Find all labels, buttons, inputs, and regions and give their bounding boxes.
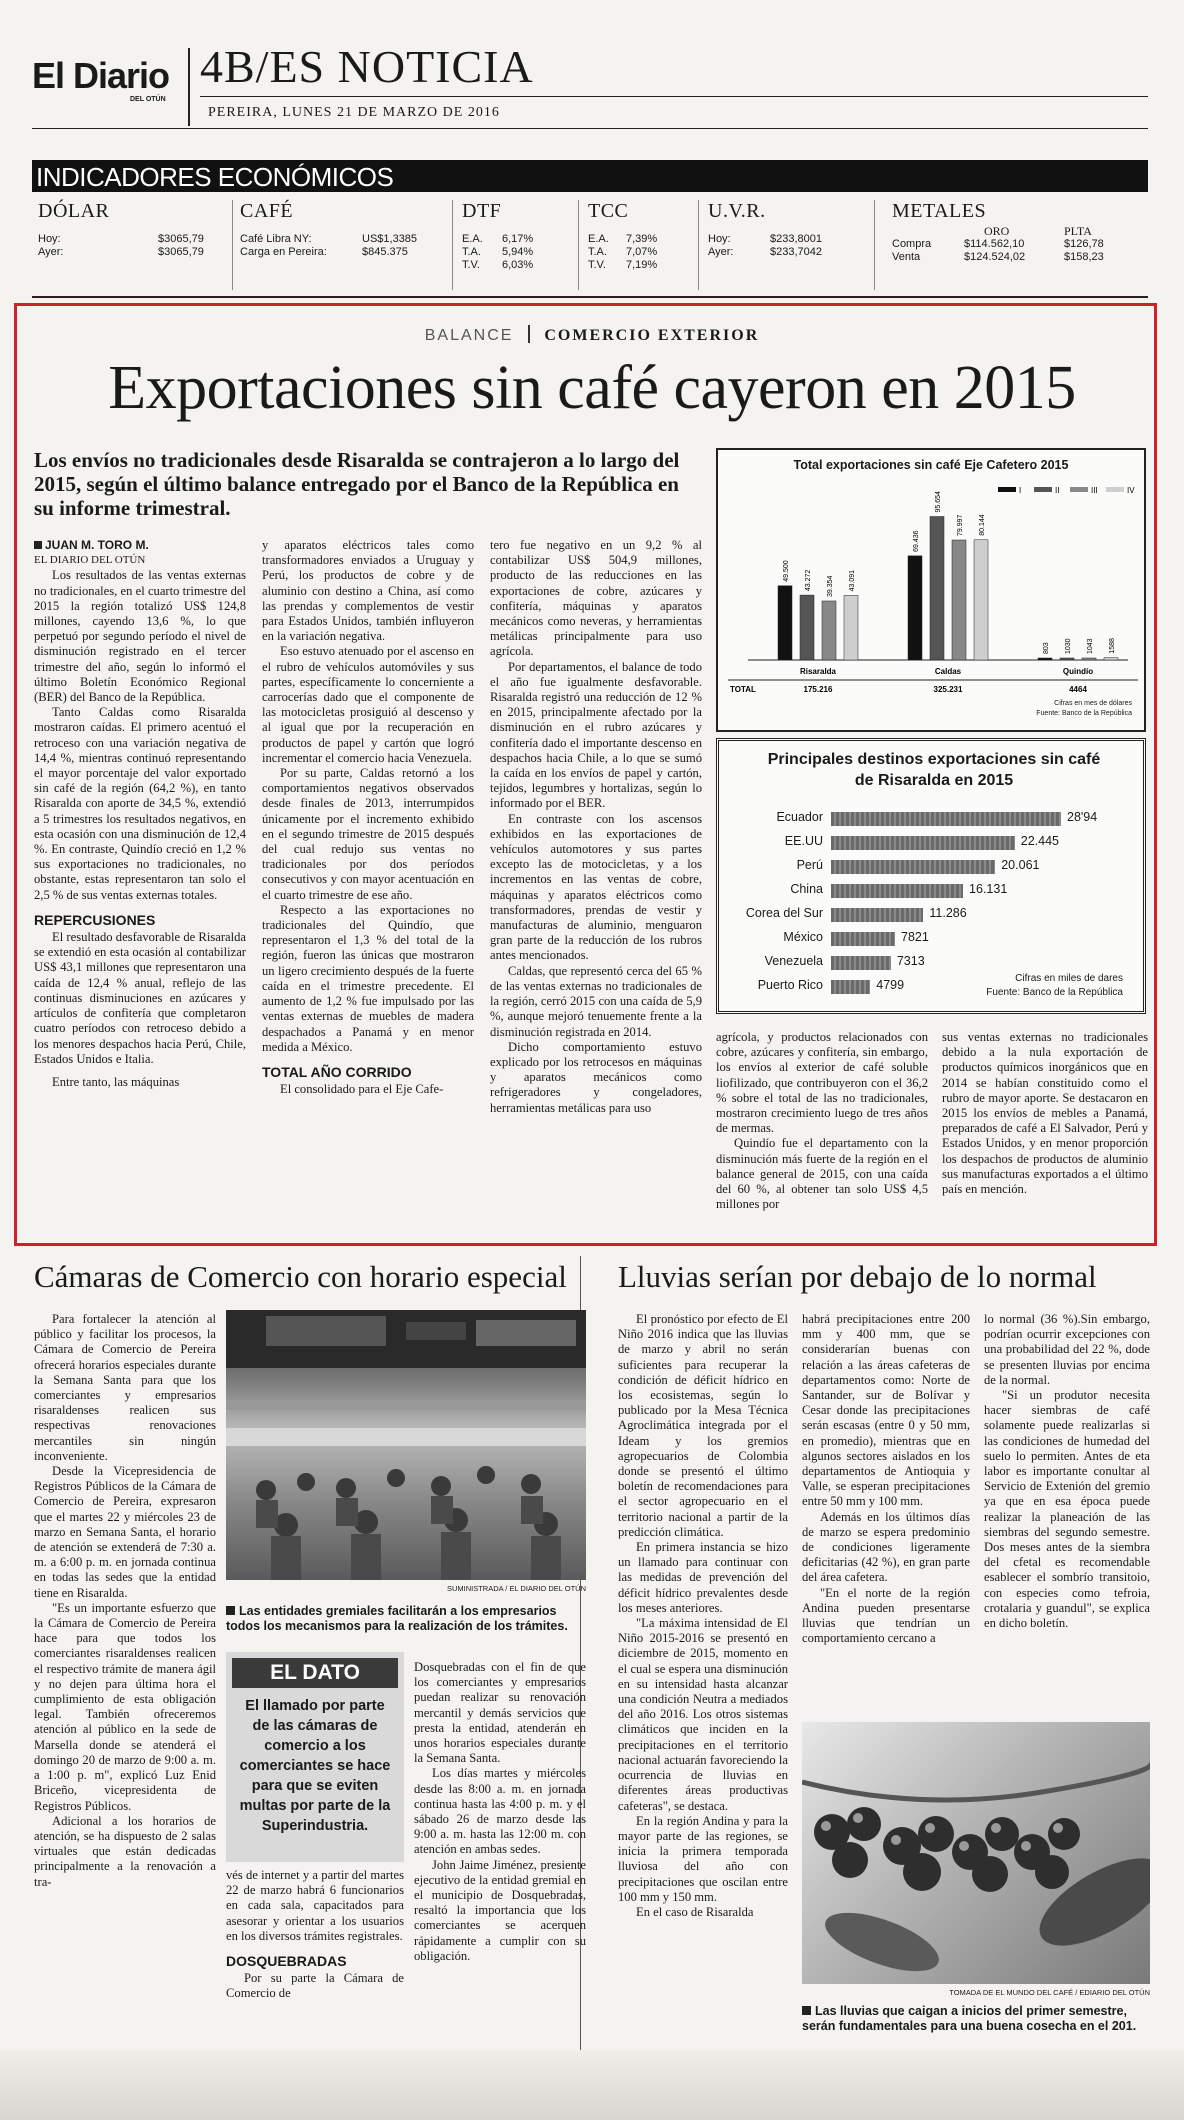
chart1-legend-swatch <box>1106 487 1124 492</box>
chart2-source: Fuente: Banco de la República <box>986 987 1123 998</box>
chart2-category-label: China <box>790 882 823 896</box>
paragraph: Dicho comportamiento estuvo explicado por los retrocesos en máquinas y aparatos mecánicos como refrigeradores y congeladores, herramientas metálicas para uso <box>490 1039 702 1115</box>
story2-photo <box>226 1310 586 1580</box>
paragraph: Los días martes y miércoles desde las 8:00 a. m. en jornada continua hasta las 4:00 p. m. y el sábado 26 de marzo desde las 9:00 a. m. hasta las 12:00 m. con atención en ambas sedes. <box>414 1766 586 1857</box>
tcc-row-label: T.A. <box>588 246 607 258</box>
story3-photo-credit: TOMADA DE EL MUNDO DEL CAFÉ / EDIARIO DEL OTÚN <box>949 1988 1150 1997</box>
chart1-total-value: 4464 <box>1069 685 1087 694</box>
chart1-total-label: TOTAL <box>730 685 756 694</box>
uvr-row-value: $233,8001 <box>770 233 822 245</box>
story2-column-3 <box>414 1660 586 1964</box>
dateline: PEREIRA, LUNES 21 DE MARZO DE 2016 <box>208 105 500 120</box>
chart2-bar <box>831 956 891 970</box>
article-kicker <box>0 325 1184 345</box>
chart1-bar <box>1060 658 1074 660</box>
chart1-value-label: 79.997 <box>957 514 964 537</box>
metales-row-label: Venta <box>892 251 921 263</box>
chart1-legend-label: IV <box>1127 486 1135 495</box>
article-headline: Exportaciones sin café cayeron en 2015 <box>108 354 1076 422</box>
dtf-row-label: T.V. <box>462 259 480 271</box>
subhead-total-ano: TOTAL AÑO CORRIDO <box>262 1063 412 1080</box>
indicator-tcc <box>588 200 698 272</box>
chart2-bar <box>831 812 1061 826</box>
chart2-category-label: Ecuador <box>776 810 823 824</box>
paragraph: El consolidado para el Eje Cafe- <box>280 1082 444 1097</box>
chart1-legend-label: I <box>1019 486 1022 495</box>
chart1-total-value: 325.231 <box>933 685 963 694</box>
chart2-bar <box>831 980 870 994</box>
article-column-1 <box>34 538 246 1090</box>
article-column-3 <box>490 538 702 1116</box>
chart2-category-label: Puerto Rico <box>757 978 823 992</box>
chart2-value-label: 28'94 <box>1067 810 1098 824</box>
chart1-bar <box>908 556 922 660</box>
paragraph: El pronóstico por efecto de El Niño 2016 indica que las lluvias de marzo y abril no serán suficientes para recuperar la condición de déficit hídrico en los ecosistemas, según lo publicado por la Mesa Técnica Agroclimática integrada por el Ideam y los gremios agropecuarios de Colombia donde se presentó el último boletín de recomendaciones para el sector agropecuario en el territorio nacional a partir de la predicción climática. <box>618 1312 788 1539</box>
paragraph: Por departamentos, el balance de todo el año fue igualmente desfavorable. Risaralda registró una reducción de 12 % en 2015, principalmente afectado por la disminución en el rubro azúcares y confitería dado el importante descenso en despachos hacia Chile, a lo que se sumó la caída en los envíos de papel y cartón, tejidos, legumbres y hortalizas, según lo informado por el BER. <box>490 659 702 811</box>
chart1-bar <box>778 586 792 660</box>
chart1-value-label: 69.436 <box>913 530 920 552</box>
kicker-comercio: COMERCIO EXTERIOR <box>544 327 760 344</box>
chart2-bar <box>831 908 923 922</box>
paragraph: agrícola, y productos relacionados con cobre, azúcares y confitería, sin embargo, los envíos al exterior de café soluble liofilizado, que contribuyeron con el 36,2 % sobre el total de las no tradicionales, mostraron crecimiento luego de tres años de mermas. <box>716 1030 928 1136</box>
chart1-title: Total exportaciones sin café Eje Cafetero 2015 <box>793 458 1069 472</box>
metales-plata-value: $158,23 <box>1064 251 1104 263</box>
indicator-dtf <box>462 200 582 272</box>
cafe-row-value: US$1,3385 <box>362 233 418 245</box>
chart2-note: Cifras en miles de dares <box>1015 973 1123 984</box>
chart1-bar <box>974 540 988 660</box>
paragraph: Respecto a las exportaciones no tradicionales del Quindío, que representaron el 1,3 % del total de la región, fueron las únicas que mostraron un ligero crecimiento después de la fuerte caída en el trimestre precedente. El aumento de 1,2 % fue impulsado por las ventas externas de muebles de madera despachados a Panamá y en menor medida a México. <box>262 902 474 1054</box>
metales-plata-header: PLTA <box>1064 224 1092 238</box>
indicator-dolar-label: DÓLAR <box>38 200 110 222</box>
story3-caption: Las lluvias que caigan a inicios del primer semestre, serán fundamentales para una buena cosecha en el 201. <box>802 2004 1137 2033</box>
paragraph: John Jaime Jiménez, presiente ejecutivo de la entidad gremial en el municipio de Dosquebradas, resaltó la importancia que los comerciantes se acerquen rápidamente a cumplir con su obligación. <box>414 1857 586 1963</box>
uvr-row-label: Hoy: <box>708 233 731 245</box>
byline: JUAN M. TORO M. <box>34 538 246 553</box>
paragraph: Eso estuvo atenuado por el ascenso en el rubro de vehículos automóviles y sus partes, específicamente lo concerniente a carrocerías dado que el componente de las motocicletas prosiguió al descenso y al igual que por la recuperación en productos de papel y cartón que logró incrementar el comercio hacia Venezuela. <box>262 644 474 765</box>
paragraph: Para fortalecer la atención al público y facilitar los procesos, la Cámara de Comercio de Pereira ofrecerá horarios especiales durante la Semana Santa para que los comerciantes y empresarios risaraldenses realicen sus respectivas renovaciones mercantiles sin ningún inconveniente. <box>34 1312 216 1463</box>
article-column-5 <box>942 1030 1148 1197</box>
chart2-category-label: México <box>783 930 823 944</box>
indicator-dtf-label: DTF <box>462 200 502 222</box>
chart1-category-label: Caldas <box>934 667 962 676</box>
chart2-category-label: EE.UU <box>784 834 823 848</box>
dtf-row-label: E.A. <box>462 233 483 245</box>
chart1-value-label: 95.654 <box>935 491 942 513</box>
el-dato-title: EL DATO <box>232 1658 398 1688</box>
dtf-row-value: 6,03% <box>502 259 534 271</box>
paragraph: y aparatos eléctricos tales como transformadores enviados a Uruguay y Perú, los productos de cobre y de aluminio con destino a China, así como las prendas y complementos de vestir para Estados Unidos, también influyeron en la variación negativa. <box>262 538 474 644</box>
paragraph: Por su parte la Cámara de Comercio de <box>226 1971 404 2001</box>
paragraph: tero fue negativo en un 9,2 % al contabilizar US$ 504,9 millones, producto de las reducciones en las exportaciones de cobre, azúcares y confitería, máquinas y aparatos mecánicos como neveras, y herramientas metálicas principalmente para uso agrícola. <box>490 538 702 659</box>
chart2-bar <box>831 884 963 898</box>
chart1-bar <box>844 595 858 660</box>
story2-headline: Cámaras de Comercio con horario especial <box>34 1259 567 1294</box>
indicator-uvr <box>708 200 868 259</box>
dolar-row-value: $3065,79 <box>158 233 204 245</box>
paragraph: En la región Andina y para la mayor parte de las regiones, se inicia la primera temporada lluviosa del año con precipitaciones que oscilan entre 100 mm y 150 mm. <box>618 1813 788 1904</box>
paragraph: Además en los últimos días de marzo se espera predominio de condiciones ligeramente deficitarias (42 %), en gran parte del área cafetera. <box>802 1509 970 1585</box>
indicator-metales-label: METALES <box>892 200 987 222</box>
tcc-row-value: 7,19% <box>626 259 658 271</box>
chart2-category-label: Corea del Sur <box>745 906 823 920</box>
chart1-value-label: 1030 <box>1065 638 1072 654</box>
chart1-source: Fuente: Banco de la República <box>1036 710 1132 717</box>
paragraph: Quindío fue el departamento con la disminución más fuerte de la región en el balance general de 2015, con una caída del 60 %, al obtener tan solo US$ 4,5 millones por <box>716 1136 928 1212</box>
coffee-cherries-illustration <box>802 1722 1150 1984</box>
chart1-legend-label: II <box>1055 486 1060 495</box>
page-bottom-band <box>0 2050 1184 2120</box>
chart-destinos <box>716 738 1146 1014</box>
paragraph: "La máxima intensidad de El Niño 2015-2016 se presentó en diciembre de 2015, momento en el cual se espera una disminución en su intensidad hasta alcanzar una condición Neutra a mediados del año 2016. Los otros sistemas climáticos que inciden en la precipitaciones en el territorio nacional actuarán favoreciendo la ocurrencia de lluvias en diferentes áreas productivas cafeteras", se destaca. <box>618 1616 788 1813</box>
paragraph: Entre tanto, las máquinas <box>52 1074 180 1089</box>
paragraph: El resultado desfavorable de Risaralda se extendió en esta ocasión al contabilizar US$ 43,1 millones que representaron una caída de 12,4 % anual, reflejo de las continuas disminuciones en azúcares y artículos de confitería que completaron cuatro períodos con retroceso debido a los menores despachos hacia Perú, Chile, Estados Unidos e Italia. <box>34 930 246 1066</box>
chart1-plot <box>718 450 1148 734</box>
section-title: 4B/ES NOTICIA <box>200 41 534 92</box>
paragraph: sus ventas externas no tradicionales debido a la nula exportación de productos químicos inorgánicos que en 2014 se habían constituido como el rubro de mayor aporte. Se destacaron en 2015 los envíos de mebles a Panamá, preparados de café a El Salvador, Perú y Estados Unidos, y en menor proporción los despachos de productos de aluminio sus manufacturas exportados a el último país en mención. <box>942 1030 1148 1197</box>
paragraph: Por su parte, Caldas retornó a los comportamientos negativos observados desde finales de 2013, interrumpidos únicamente por el incremento exhibido en el segundo trimestre de 2015 después del cual redujo sus ventas no tradicionales por dos períodos consecutivos y con mayor acentuación en el cuarto trimestre de ese año. <box>262 766 474 902</box>
dolar-row-value: $3065,79 <box>158 246 204 258</box>
chart1-legend-swatch <box>1070 487 1088 492</box>
chart2-value-label: 11.286 <box>929 906 967 920</box>
chart1-bar <box>822 601 836 660</box>
chart1-bar <box>930 517 944 660</box>
story2-photo-credit: SUMINISTRADA / EL DIARIO DEL OTÚN <box>446 1584 586 1593</box>
indicator-cafe <box>240 200 450 259</box>
paragraph: habrá precipitaciones entre 200 mm y 400 mm, que se considerarían buenas con relación a las áreas cafeteras de departamentos como: Norte de Santander, sur de Bolívar y Cesar donde las precipitaciones serán escasas (entre 0 y 50 mm, en promedio), mientras que en algunos sectores aislados en los departamentos de Antioquia y Valle, se esperan precipitaciones entre 50 mm y 100 mm. <box>802 1312 970 1509</box>
chart2-bar <box>831 932 895 946</box>
chart2-value-label: 16.131 <box>969 882 1008 896</box>
masthead-rule <box>200 96 1148 97</box>
chart1-bar <box>1038 658 1052 660</box>
el-dato-text: El llamado por parte de las cámaras de comercio a los comerciantes se hace para que se eviten multas por parte de la Superindustria. <box>239 1698 391 1834</box>
indicator-uvr-label: U.V.R. <box>708 200 766 222</box>
metales-row-label: Compra <box>892 238 932 250</box>
chart2-title: Principales destinos exportaciones sin café de Risaralda en 2015 <box>767 751 1101 789</box>
metales-oro-value: $124.524,02 <box>964 251 1026 263</box>
masthead-divider <box>188 48 190 126</box>
article-column-4 <box>716 1030 928 1212</box>
byline-outlet: EL DIARIO DEL OTÚN <box>34 554 146 567</box>
story3-column-3 <box>984 1312 1150 1631</box>
paragraph: "Es un importante esfuerzo que la Cámara de Comercio de Pereira hace para que todos los comerciantes risaraldenses realicen el respectivo trámite de manera ágil y no dejen para última hora el cumplimiento de esta obligación legal. También ofreceremos atención al público en la sede de Marsella donde se atenderá el domingo 20 de marzo de 9:00 a. m. a 1:00 p. m", explicó Luz Enid Briceño, vicepresidenta de Registros Públicos. <box>34 1600 216 1813</box>
chart1-value-label: 43.272 <box>805 569 812 592</box>
newspaper-logo-sub: DEL OTÚN <box>130 96 166 103</box>
story3-column-1 <box>618 1312 788 1920</box>
tcc-row-value: 7,39% <box>626 233 658 245</box>
indicators-title: INDICADORES ECONÓMICOS <box>36 162 394 192</box>
chart2-value-label: 20.061 <box>1001 858 1040 872</box>
chart2-value-label: 7313 <box>896 954 925 968</box>
chart1-value-label: 43.091 <box>849 569 856 592</box>
uvr-row-value: $233,7042 <box>770 246 822 258</box>
paragraph: Dosquebradas con el fin de que los comerciantes y empresarios puedan realizar su renovación mercantil y demás servicios que presta la entidad, atenderán en unos horarios especiales durante la Semana Santa. <box>414 1660 586 1766</box>
paragraph: vés de internet y a partir del martes 22 de marzo habrá 6 funcionarios en cada sala, capacitados para asesorar y orientar a los usuarios en los diversos trámites registrales. <box>226 1868 404 1943</box>
dtf-row-label: T.A. <box>462 246 481 258</box>
chart-total-exportaciones <box>716 448 1146 732</box>
indicator-tcc-label: TCC <box>588 200 629 222</box>
chart2-bar <box>831 836 1015 850</box>
subhead-repercusiones: REPERCUSIONES <box>34 911 156 928</box>
cafe-row-label: Café Libra NY: <box>240 233 312 245</box>
chart1-value-label: 39.354 <box>827 575 834 597</box>
chart2-category-label: Venezuela <box>764 954 823 968</box>
tcc-row-label: E.A. <box>588 233 609 245</box>
paragraph: En primera instancia se hizo un llamado para continuar con las medidas de prevención del déficit hídrico prevalentes desde los meses anteriores. <box>618 1540 788 1615</box>
chart1-bar <box>1082 658 1096 660</box>
newspaper-logo: El Diario <box>32 55 170 96</box>
paragraph: Adicional a los horarios de atención, se ha dispuesto de 2 salas virtuales que están dedicadas principalmente a la renovación a tra- <box>34 1813 216 1889</box>
chart2-value-label: 7821 <box>901 930 929 944</box>
uvr-row-label: Ayer: <box>708 246 734 258</box>
cafe-row-value: $845.375 <box>362 246 408 258</box>
kicker-balance: BALANCE <box>424 327 514 344</box>
cafe-row-label: Carga en Pereira: <box>240 246 327 258</box>
story2-caption: Las entidades gremiales facilitarán a los empresarios todos los mecanismos para la realización de los trámites. <box>226 1604 568 1633</box>
paragraph: Caldas, que representó cerca del 65 % de las ventas externas no tradicionales de la región, cerró 2015 con una caída de 5,9 %, aunque mejoró tenuemente frente a la disminución registrada en 2014. <box>490 963 702 1039</box>
article-column-2 <box>262 538 474 1097</box>
chart1-bar <box>800 595 814 660</box>
chart1-total-value: 175.216 <box>803 685 833 694</box>
dtf-row-value: 5,94% <box>502 246 534 258</box>
chart2-bar <box>831 860 995 874</box>
paragraph: "Si un produtor necesita hacer siembras de café solamente puede realizarlas si las condiciones de humedad del suelo lo permiten. Antes de eta labor es importante conultar al Servicio de Extenión del gremio ya que en esa época puede realizar la planeación de las siembras del segundo semestre. Dos meses antes de la siembra del cfetal es recomendable esablecer el sombrío transitoio, con especies como tefroia, crotalaria y guandul", se explica en dicho boletín. <box>984 1388 1150 1631</box>
story2-column-2 <box>226 1868 404 2002</box>
article-lede: Los envíos no tradicionales desde Risaralda se contrajeron a lo largo del 2015, según el último balance entregado por el Banco de la República en su informe trimestral. <box>34 448 680 520</box>
subhead-dosquebradas: DOSQUEBRADAS <box>226 1953 347 1970</box>
chart2-category-label: Perú <box>796 858 823 872</box>
chart1-note: Cifras en mes de dólares <box>1054 700 1132 707</box>
chart1-legend-swatch <box>1034 487 1052 492</box>
chart1-value-label: 80.144 <box>979 514 986 536</box>
chart1-bar <box>1104 658 1118 660</box>
chart2-value-label: 22.445 <box>1020 834 1059 848</box>
chart1-value-label: 1043 <box>1087 638 1094 654</box>
paragraph: "En el norte de la región Andina pueden presentarse lluvias que tendrían un comportamiento cercano a <box>802 1585 970 1646</box>
el-dato-box <box>226 1652 404 1862</box>
chart1-legend-label: III <box>1091 486 1098 495</box>
dolar-row-label: Ayer: <box>38 246 64 258</box>
dtf-row-value: 6,17% <box>502 233 534 245</box>
indicator-cafe-label: CAFÉ <box>240 200 294 222</box>
paragraph: Desde la Vicepresidencia de Registros Públicos de la Cámara de Comercio de Pereira, expresaron que el martes 22 y miércoles 23 de marzo en Semana Santa, el horario de atención se extenderá de 7:30 a. m. a 6:00 p. m. en jornada continua en todas las sedes que la entidad tiene en Risaralda. <box>34 1464 216 1600</box>
paragraph: En contraste con los ascensos exhibidos en las exportaciones de vehículos automotores y sus partes excepto las de motocicletas, y a los incrementos en las ventas de cobre, máquinas y aparatos eléctricos como transformadores, prendas de vestir y manufacturas de aluminio, menguaron gran parte de la reducción de los rubros antes mencionados. <box>490 811 702 963</box>
chart1-value-label: 49.500 <box>783 560 790 582</box>
chart1-category-label: Risaralda <box>799 667 837 676</box>
paragraph: En el caso de Risaralda <box>636 1904 754 1919</box>
metales-oro-header: ORO <box>984 224 1010 238</box>
chart1-bar <box>952 540 966 660</box>
tcc-row-label: T.V. <box>588 259 606 271</box>
story2-photo-scene <box>226 1310 586 1580</box>
indicators-bottom-rule <box>32 296 1148 298</box>
story2-column-1 <box>34 1312 216 1890</box>
metales-oro-value: $114.562,10 <box>964 238 1025 250</box>
story3-column-2 <box>802 1312 970 1646</box>
dolar-row-label: Hoy: <box>38 233 61 245</box>
chart1-value-label: 803 <box>1043 642 1050 654</box>
chart2-value-label: 4799 <box>876 978 905 992</box>
indicator-dolar <box>38 200 228 259</box>
paragraph: lo normal (36 %).Sin embargo, podrían ocurrir excepciones con una probabilidad del 22 %, dode se presenten lluvias por encima de la normal. <box>984 1312 1150 1387</box>
story3-photo <box>802 1722 1150 1984</box>
paragraph: Los resultados de las ventas externas no tradicionales, en el cuarto trimestre del 2015 la región totalizó US$ 124,8 millones, cayendo 13,6 %, lo que perpetuó por segundo período el nivel de disminución registrado en el tercer trimestre del año, según lo informó el último Boletín Económico Regional (BER) del Banco de la República. <box>34 568 246 705</box>
chart1-legend-swatch <box>998 487 1016 492</box>
metales-plata-value: $126,78 <box>1064 238 1104 250</box>
masthead-bottom-rule <box>32 128 1148 129</box>
chart1-category-label: Quindío <box>1062 667 1094 676</box>
chart1-value-label: 1588 <box>1109 638 1116 654</box>
story3-headline: Lluvias serían por debajo de lo normal <box>618 1259 1097 1294</box>
indicator-metales <box>892 200 1142 264</box>
paragraph: Tanto Caldas como Risaralda mostraron caídas. El primero acentuó el retroceso con una variación negativa de 14,4 %, mientras continuó representando el mayor porcentaje del valor exportado sin café de la región (64,2 %), en tanto Risaralda con aporte de 34,5 %, extendió a 5 trimestres los resultados negativos, en esta ocasión con una disminución de 12,4 %. En contraste, Quindío creció en 1,2 % sus exportaciones no tradicionales, no obstante, estas representaron tan solo el 2,5 % de sus ventas externas totales. <box>34 705 246 902</box>
tcc-row-value: 7,07% <box>626 246 658 258</box>
